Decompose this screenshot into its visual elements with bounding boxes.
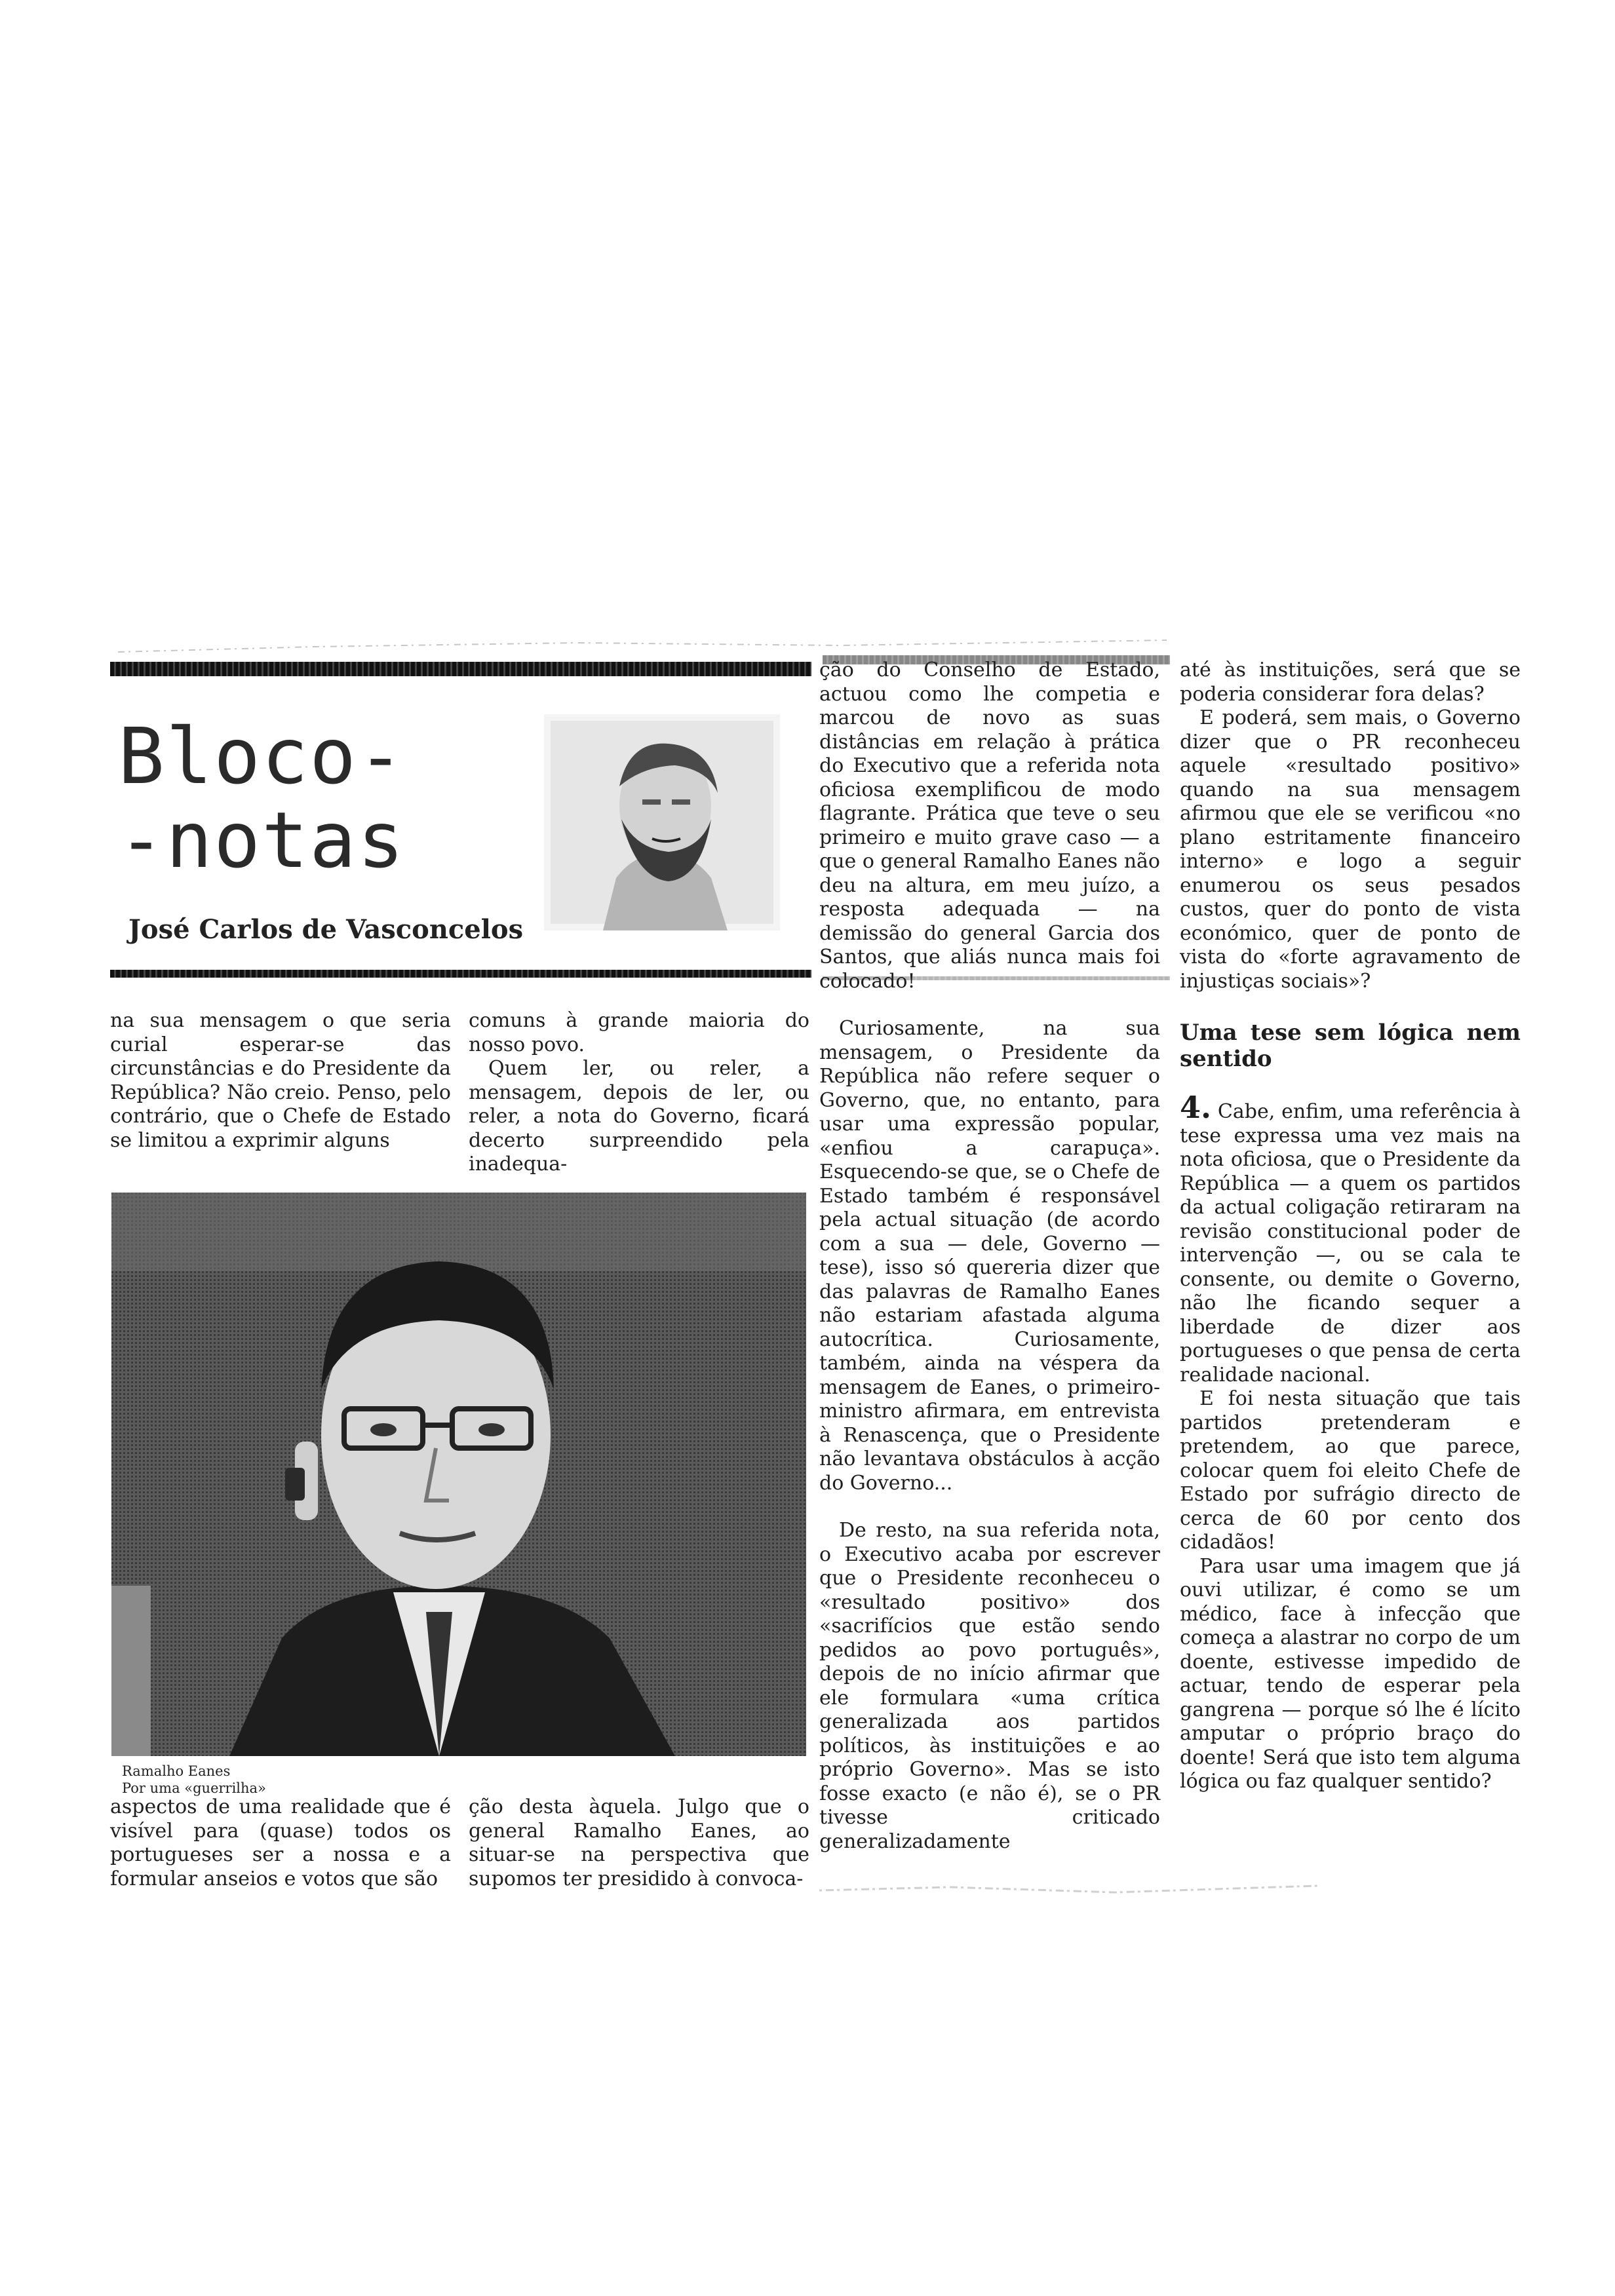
paragraph: Para usar uma imagem que já ouvi utilizar, é como se um médico, face à infecção que começa a alastrar no corpo de um doente, estivesse impedido de actuar, tendo de esperar pela gangrena — porque só lhe é lícito amputar o próprio braço do doente! Será que isto tem alguma lógica ou faz qualquer sentido? xyxy=(1180,1554,1521,1793)
ramalho-eanes-photo xyxy=(111,1193,806,1756)
paragraph: até às instituições, será que se poderia considerar fora delas? xyxy=(1180,659,1521,706)
paragraph-text: Cabe, enfim, uma referência à tese expressa uma vez mais na nota oficiosa, que o Presidente da República — a quem os partidos da actual coligação retiraram na revisão constitucional poder de intervenção —, ou se cala te consente, ou demite o Governo, não lhe ficando sequer a liberdade de dizer aos portugueses o que pensa de certa realidade nacional. xyxy=(1180,1100,1521,1387)
paragraph: ção desta àquela. Julgo que o general Ramalho Eanes, ao situar-se na perspectiva que supomos ter presidido à convoca- xyxy=(469,1795,809,1890)
masthead-line-2: -notas xyxy=(118,795,406,885)
article-col2-bottom xyxy=(469,1795,809,1891)
article-col4 xyxy=(1180,659,1521,1794)
article-col1-bottom xyxy=(110,1795,451,1891)
paragraph: De resto, na sua referida nota, o Executivo acaba por escrever que o Presidente reconheceu o «resultado positivo» dos «sacrifícios que estão sendo pedidos ao povo português», depois de no início afirmar que ele formulara «uma crítica generalizada aos partidos políticos, às instituições e ao próprio Governo». Mas se isto fosse exacto (e não é), se o PR tivesse criticado generalizadamente xyxy=(819,1519,1160,1853)
paragraph: comuns à grande maioria do nosso povo. xyxy=(469,1009,809,1056)
author-portrait xyxy=(544,714,780,930)
section-subhead: Uma tese sem lógica nem sentido xyxy=(1180,1020,1521,1072)
paragraph: aspectos de uma realidade que é visível para (quase) todos os portugueses ser a nossa e a formular anseios e votos que são xyxy=(110,1795,451,1890)
top-rule-left xyxy=(110,662,811,676)
section-number: 4. xyxy=(1180,1090,1212,1125)
paragraph: Curiosamente, na sua mensagem, o Presidente da República não refere sequer o Governo, que, no entanto, para usar uma expressão popular, «enfiou a carapuça». Esquecendo-se que, se o Chefe de Estado também é responsável pela actual situação (de acordo com a sua — dele, Governo — tese), isso só quereria dizer que das palavras de Ramalho Eanes não estariam afastada alguma autocrítica. Curiosamente, também, ainda na véspera da mensagem de Eanes, o primeiro-ministro afirmara, em entrevista à Renascença, que o Presidente não levantava obstáculos à acção do Governo... xyxy=(819,1017,1160,1495)
article-col2-top xyxy=(469,1009,809,1177)
paragraph: Quem ler, ou reler, a mensagem, depois de ler, ou reler, a nota do Governo, ficará decerto surpreendido pela inadequa- xyxy=(469,1057,809,1176)
paragraph: ção do Conselho de Estado, actuou como lhe competia e marcou de novo as suas distâncias em relação à prática do Executivo que a referida nota oficiosa exemplificou de modo flagrante. Prática que teve o seu primeiro e muito grave caso — a que o general Ramalho Eanes não deu na altura, em meu juízo, a resposta adequada — na demissão do general Garcia dos Santos, que aliás nunca mais foi colocado! xyxy=(819,659,1160,993)
masthead-line-1: Bloco- xyxy=(118,711,406,801)
scan-noise-bottom xyxy=(819,1881,1317,1900)
author-byline: José Carlos de Vasconcelos xyxy=(128,914,524,945)
photo-caption xyxy=(122,1763,266,1797)
article-col3 xyxy=(819,659,1160,1854)
column-masthead xyxy=(118,711,406,885)
paragraph: E foi nesta situação que tais partidos pretenderam e pretendem, ao que parece, colocar quem foi eleito Chefe de Estado por sufrágio directo de cerca de 60 por cento dos cidadãos! xyxy=(1180,1387,1521,1554)
caption-name: Ramalho Eanes xyxy=(122,1763,231,1779)
paragraph: E poderá, sem mais, o Governo dizer que o PR reconheceu aquele «resultado positivo» quando na sua mensagem afirmou que ele se verificou «no plano estritamente financeiro interno» e logo a seguir enumerou os seus pesados custos, quer do ponto de vista económico, quer de ponto de vista do «forte agravamento de injustiças sociais»? xyxy=(1180,706,1521,993)
paragraph: na sua mensagem o que seria curial esperar-se das circunstâncias e do Presidente da República? Não creio. Penso, pelo contrário, que o Chefe de Estado se limitou a exprimir alguns xyxy=(110,1009,451,1152)
caption-text: Por uma «guerrilha» xyxy=(122,1780,266,1796)
article-col1-top xyxy=(110,1009,451,1153)
byline-rule xyxy=(110,970,811,978)
paragraph xyxy=(1180,1090,1521,1387)
